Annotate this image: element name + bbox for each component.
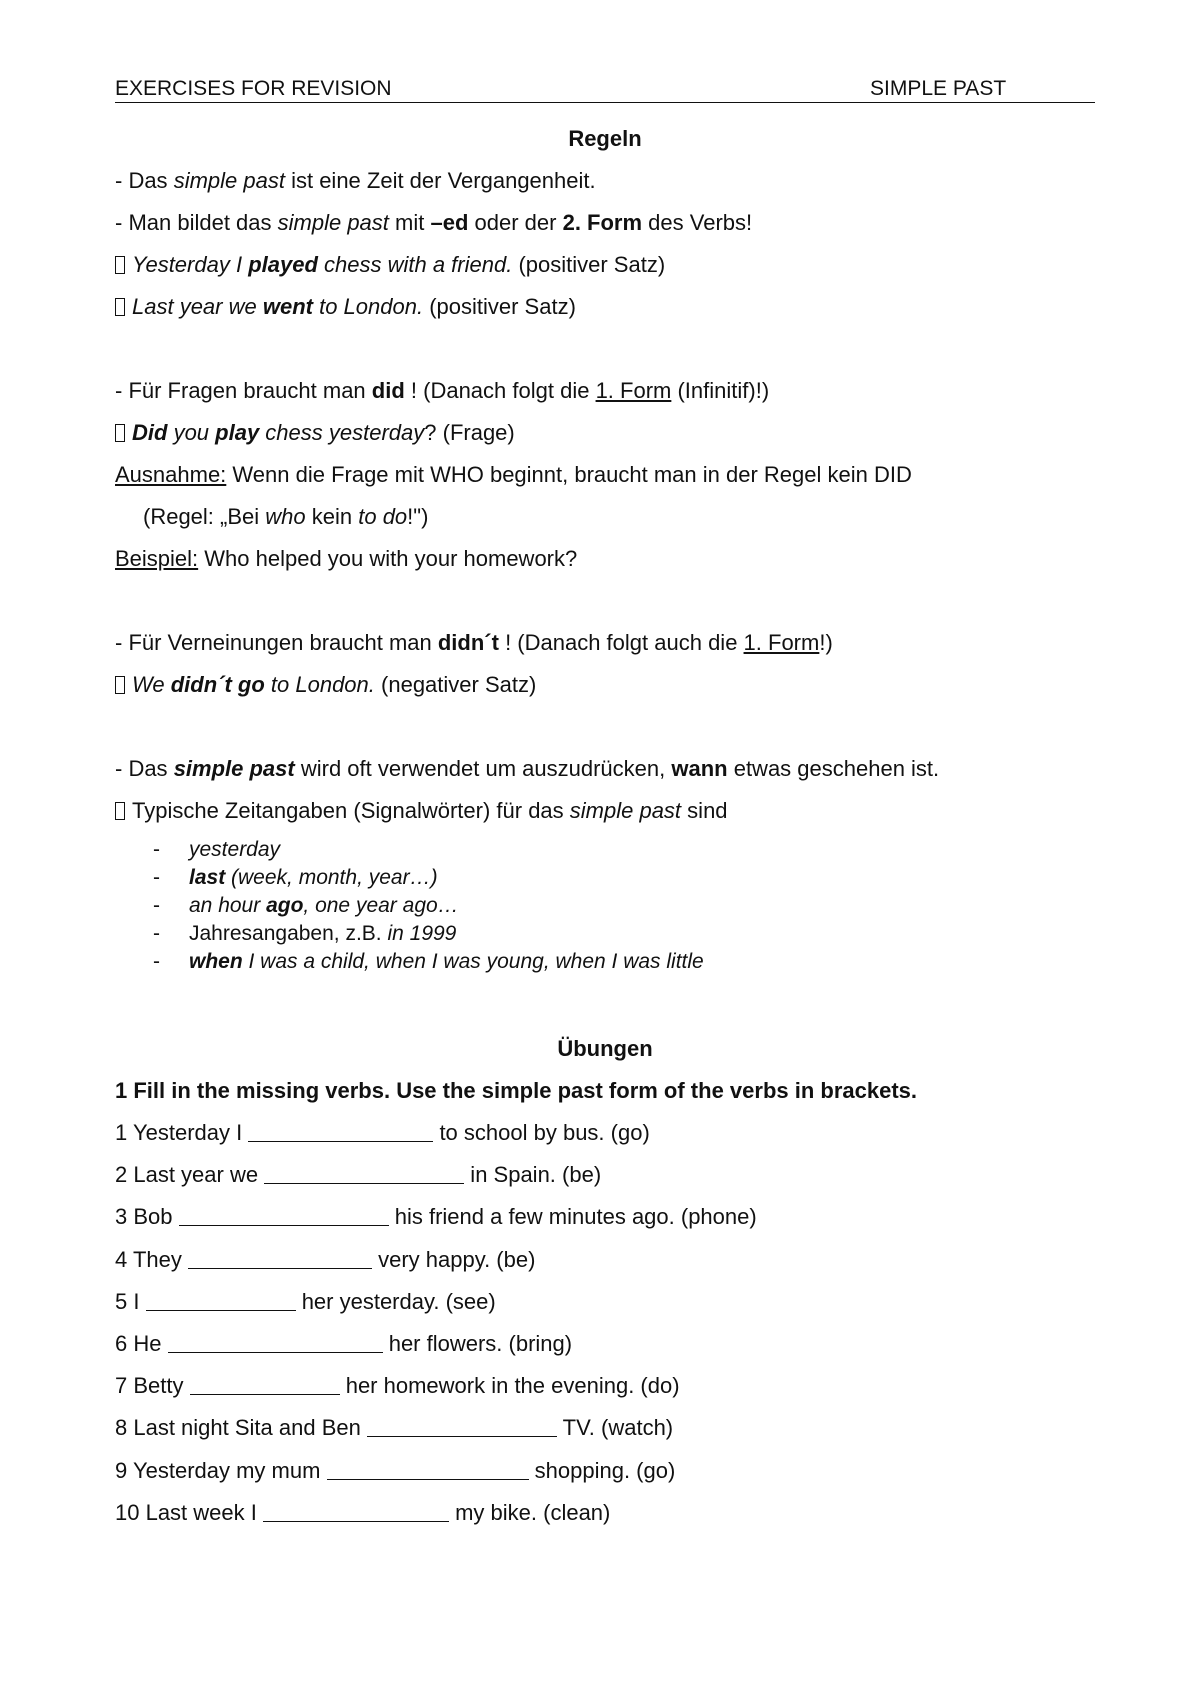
verb: didn´t go (170, 672, 265, 697)
text: 2 Last year we (115, 1162, 265, 1188)
spacer (115, 706, 1095, 748)
text: chess with a friend. (317, 252, 513, 277)
signal-word: ago (266, 894, 304, 917)
text: ! (Danach folgt auch die (498, 630, 744, 655)
did: did (371, 378, 405, 403)
exercises-title: Übungen (557, 1036, 653, 1061)
exception-line (115, 454, 1095, 496)
text: an hour (189, 894, 267, 917)
note: (positiver Satz) (512, 252, 666, 277)
text: des Verbs! (642, 210, 753, 235)
dash: - (153, 894, 160, 917)
text: 4 They (115, 1246, 188, 1272)
note: ? (Frage) (424, 420, 515, 445)
text: his friend a few minutes ago. (phone) (388, 1204, 757, 1230)
text: - Das (115, 168, 174, 193)
example-label: Beispiel: (115, 546, 199, 571)
dash: - (153, 950, 160, 973)
box-bullet-icon (115, 256, 125, 274)
answer-blank[interactable] (179, 1207, 389, 1226)
answer-blank[interactable] (367, 1418, 557, 1437)
text: Typische Zeitangaben (Signalwörter) für das (132, 798, 570, 823)
answer-blank[interactable] (190, 1376, 340, 1395)
spacer (115, 328, 1095, 370)
note: (negativer Satz) (374, 672, 537, 697)
first-form: 1. Form (743, 630, 820, 655)
exercises-section (115, 1028, 1095, 1534)
box-bullet-icon (115, 676, 125, 694)
term: simple past (277, 210, 389, 235)
term: simple past (569, 798, 682, 823)
answer-blank[interactable] (327, 1461, 529, 1480)
answer-blank[interactable] (248, 1123, 433, 1142)
verb: played (248, 252, 318, 277)
text: !) (819, 630, 833, 655)
example-positive-2 (115, 286, 1095, 328)
text: to London. (312, 294, 424, 319)
list-item (115, 948, 1095, 976)
exercise-item-2 (115, 1154, 1095, 1196)
note: (positiver Satz) (423, 294, 576, 319)
text: - Das (115, 756, 174, 781)
answer-blank[interactable] (168, 1334, 383, 1353)
second-form: 2. Form (562, 210, 643, 235)
text: 1 Yesterday I (115, 1120, 249, 1145)
text: 3 Bob (115, 1204, 179, 1230)
exercise-item-5 (115, 1281, 1095, 1323)
text: ist eine Zeit der Vergangenheit. (284, 168, 596, 193)
text: kein (305, 504, 359, 529)
text: I was a child, when I was young, when I was little (242, 950, 704, 973)
text: Jahresangaben, z.B. (189, 922, 388, 945)
text: to London. (264, 672, 375, 697)
worksheet-header (115, 76, 1095, 103)
suffix-ed: –ed (430, 210, 469, 235)
text: my bike. (clean) (448, 1499, 611, 1525)
rule-line-2 (115, 202, 1095, 244)
rules-section (115, 118, 1095, 976)
text: Last year we (132, 294, 263, 319)
to-do: to do (358, 504, 408, 529)
exercise-item-7 (115, 1365, 1095, 1407)
who: who (265, 504, 306, 529)
header-left-title: EXERCISES FOR REVISION (115, 77, 392, 100)
text: sind (681, 798, 728, 823)
verb: play (215, 420, 260, 445)
text: 6 He (115, 1330, 168, 1356)
rule-line-negation (115, 622, 1095, 664)
text: in Spain. (be) (464, 1162, 602, 1188)
signal-word: in 1999 (387, 922, 457, 945)
text: you (167, 420, 216, 445)
text: , one year ago… (303, 894, 459, 917)
exercise-item-8 (115, 1407, 1095, 1449)
dash: - (153, 866, 160, 889)
box-bullet-icon (115, 424, 125, 442)
answer-blank[interactable] (263, 1503, 449, 1522)
example-question (115, 412, 1095, 454)
text: - Für Fragen braucht man (115, 378, 372, 403)
rule-line-questions (115, 370, 1095, 412)
exercise-item-9 (115, 1450, 1095, 1492)
list-item (115, 892, 1095, 920)
list-item (115, 836, 1095, 864)
signal-word: when (189, 950, 243, 973)
text: 9 Yesterday my mum (115, 1457, 327, 1483)
text: TV. (watch) (556, 1415, 674, 1441)
answer-blank[interactable] (264, 1165, 464, 1184)
signal-word: last (189, 866, 226, 889)
example-line (115, 538, 1095, 580)
exercise-item-10 (115, 1492, 1095, 1534)
list-item (115, 920, 1095, 948)
box-bullet-icon (115, 802, 125, 820)
exception-label: Ausnahme: (115, 462, 227, 487)
text: Wenn die Frage mit WHO beginnt, braucht man in der Regel kein DID (226, 462, 912, 487)
signal-words-list (115, 836, 1095, 976)
verb: went (262, 294, 313, 319)
example-negative (115, 664, 1095, 706)
box-bullet-icon (115, 298, 125, 316)
rule-line-1 (115, 160, 1095, 202)
exercise-item-3 (115, 1196, 1095, 1238)
text: (Regel: „Bei (143, 504, 266, 529)
text: 7 Betty (115, 1373, 190, 1399)
first-form: 1. Form (595, 378, 672, 403)
spacer (115, 580, 1095, 622)
text: 10 Last week I (115, 1499, 263, 1525)
list-item (115, 864, 1095, 892)
term: simple past (173, 168, 285, 193)
example-positive-1 (115, 244, 1095, 286)
text: Yesterday I (132, 252, 249, 277)
text: (Infinitif)!) (671, 378, 770, 403)
exercise-item-4 (115, 1239, 1095, 1281)
text: her yesterday. (see) (295, 1288, 496, 1314)
rule-line-usage (115, 748, 1095, 790)
exercise-instructions: 1 Fill in the missing verbs. Use the simple past form of the verbs in brackets. (115, 1078, 918, 1103)
text: mit (388, 210, 431, 235)
dash: - (153, 922, 160, 945)
header-right-title: SIMPLE PAST (870, 77, 1007, 100)
text: - Für Verneinungen braucht man (115, 630, 438, 655)
text: to school by bus. (go) (433, 1120, 650, 1145)
text: We (132, 672, 171, 697)
text: !") (407, 504, 429, 529)
text: oder der (468, 210, 563, 235)
text: ! (Danach folgt die (404, 378, 596, 403)
signal-words-intro (115, 790, 1095, 832)
text: her homework in the evening. (do) (339, 1373, 680, 1399)
text: etwas geschehen ist. (727, 756, 940, 781)
didnt: didn´t (437, 630, 499, 655)
text: shopping. (go) (528, 1457, 676, 1483)
answer-blank[interactable] (188, 1250, 372, 1269)
signal-word: yesterday (189, 838, 281, 861)
text: wird oft verwendet um auszudrücken, (294, 756, 672, 781)
term: simple past (173, 756, 295, 781)
text: her flowers. (bring) (382, 1330, 573, 1356)
exercise-item-1 (115, 1112, 1095, 1154)
wann: wann (671, 756, 728, 781)
text: very happy. (be) (371, 1246, 536, 1272)
dash: - (153, 838, 160, 861)
text: (week, month, year…) (225, 866, 438, 889)
text: 5 I (115, 1288, 146, 1314)
answer-blank[interactable] (146, 1292, 296, 1311)
text: 8 Last night Sita and Ben (115, 1415, 367, 1441)
did: Did (132, 420, 168, 445)
rules-title: Regeln (568, 126, 642, 151)
text: Who helped you with your homework? (198, 546, 578, 571)
text: chess yesterday (259, 420, 425, 445)
text: - Man bildet das (115, 210, 278, 235)
exercise-item-6 (115, 1323, 1095, 1365)
exception-rule (115, 496, 1095, 538)
